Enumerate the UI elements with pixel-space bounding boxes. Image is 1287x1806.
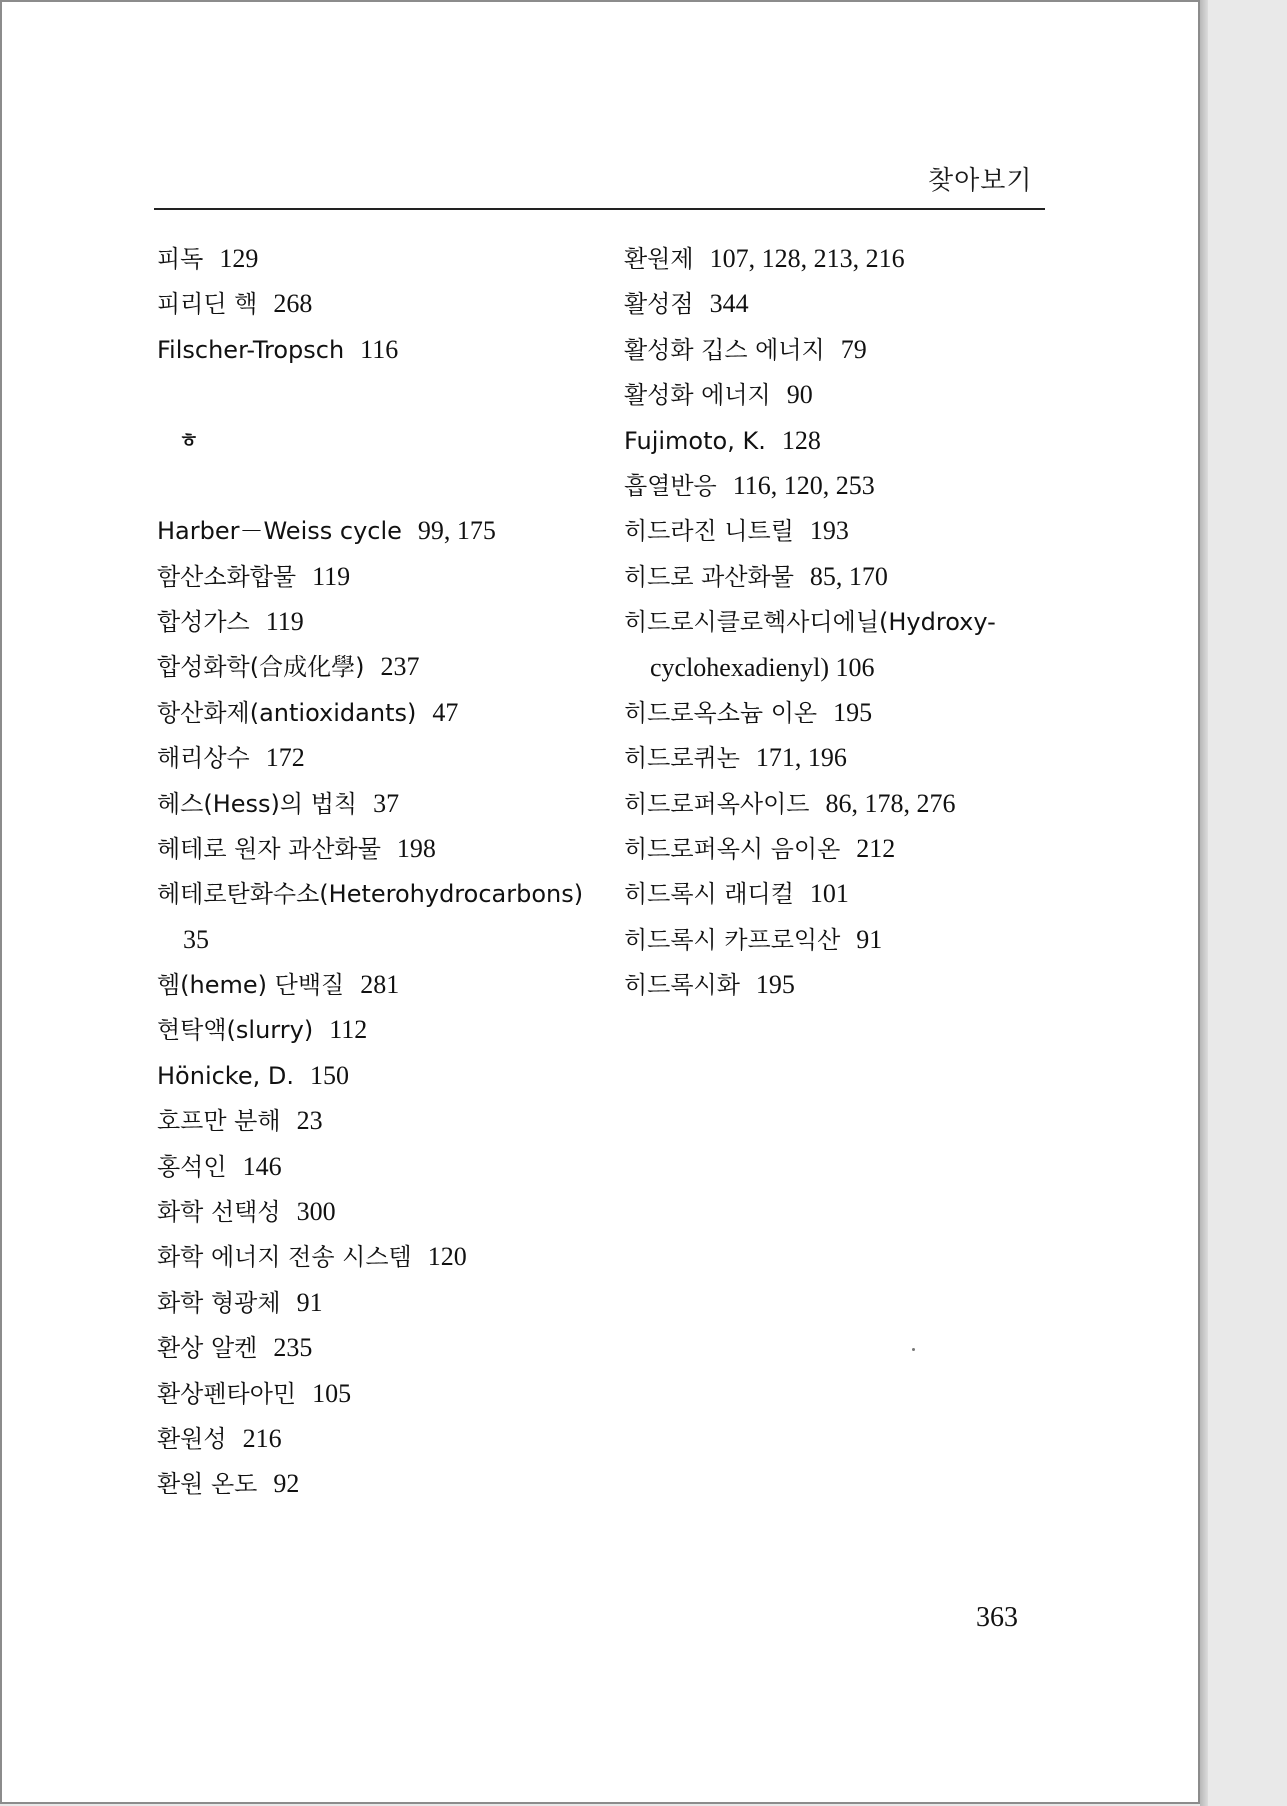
index-term: 히드라진 니트릴 bbox=[624, 517, 794, 546]
index-page-refs: 237 bbox=[380, 652, 420, 682]
index-page-refs: 107, 128, 213, 216 bbox=[709, 244, 905, 273]
index-page-refs: 120 bbox=[427, 1242, 467, 1272]
index-entry bbox=[624, 418, 1074, 463]
running-header: 찾아보기 bbox=[928, 166, 1033, 196]
index-entry bbox=[157, 1053, 597, 1098]
index-term: Harber－Weiss cycle bbox=[157, 517, 402, 546]
index-entry bbox=[157, 281, 597, 326]
index-term: 환원 온도 bbox=[157, 1470, 258, 1499]
index-page-refs: 129 bbox=[219, 244, 259, 273]
index-page-refs: 172 bbox=[265, 743, 305, 773]
index-page-refs: 119 bbox=[265, 606, 304, 636]
index-page-refs: 91 bbox=[296, 1287, 323, 1317]
index-page-refs: 37 bbox=[373, 788, 400, 818]
index-entry bbox=[624, 735, 1074, 780]
index-entry bbox=[624, 372, 1074, 417]
index-page-refs: 23 bbox=[296, 1106, 323, 1136]
index-entry bbox=[157, 871, 597, 916]
index-entry bbox=[157, 735, 597, 780]
index-term: 헴(heme) 단백질 bbox=[157, 971, 345, 1000]
header-rule bbox=[154, 208, 1045, 210]
index-term: 흡열반응 bbox=[624, 471, 717, 500]
index-entry bbox=[157, 554, 597, 599]
index-term: Filscher-Tropsch bbox=[157, 335, 345, 364]
index-page-refs: 344 bbox=[709, 289, 749, 319]
index-entry bbox=[624, 508, 1074, 553]
index-term: 히드로퍼옥시 음이온 bbox=[624, 835, 841, 864]
index-term: 항산화제(antioxidants) bbox=[157, 698, 417, 727]
index-entry bbox=[624, 327, 1074, 372]
index-entry bbox=[157, 1461, 597, 1506]
index-term: 함산소화합물 bbox=[157, 562, 297, 591]
index-page-refs: 212 bbox=[856, 834, 896, 864]
index-page-refs: 105 bbox=[312, 1378, 352, 1408]
index-page-refs: 216 bbox=[242, 1423, 282, 1453]
speck bbox=[912, 1348, 915, 1351]
index-entry bbox=[624, 871, 1074, 916]
index-page-refs: 195 bbox=[833, 697, 873, 727]
index-page-refs: 198 bbox=[396, 833, 436, 863]
page-number: 363 bbox=[976, 1602, 1018, 1633]
index-term: 히드로시클로헥사디에닐(Hydroxy- bbox=[624, 608, 996, 637]
index-page-refs: 119 bbox=[312, 561, 351, 591]
index-page-refs: 281 bbox=[360, 970, 400, 1000]
index-term: 현탁액(slurry) bbox=[157, 1016, 314, 1045]
index-entry bbox=[157, 644, 597, 689]
index-term: 화학 선택성 bbox=[157, 1198, 281, 1227]
index-entry bbox=[157, 1189, 597, 1234]
index-term: 히드로퍼옥사이드 bbox=[624, 789, 810, 818]
index-section-heading: ㅎ bbox=[179, 428, 199, 453]
index-entry bbox=[624, 826, 1074, 871]
page-edge-shadow bbox=[1200, 0, 1208, 1806]
index-entry bbox=[624, 962, 1074, 1007]
index-entry bbox=[624, 917, 1074, 962]
index-page-refs: 193 bbox=[809, 516, 849, 546]
index-column-left bbox=[157, 236, 597, 1507]
index-page-refs: 99, 175 bbox=[417, 516, 496, 546]
index-term: 활성화 에너지 bbox=[624, 381, 771, 410]
index-term: 호프만 분해 bbox=[157, 1107, 281, 1136]
index-page-refs: 112 bbox=[329, 1015, 368, 1045]
index-term: 히드록시 래디컬 bbox=[624, 880, 794, 909]
index-entry bbox=[157, 236, 597, 281]
index-entry bbox=[157, 1098, 597, 1143]
index-entry bbox=[624, 690, 1074, 735]
index-page-refs: 235 bbox=[273, 1333, 313, 1363]
index-entry bbox=[157, 1325, 597, 1370]
index-entry bbox=[157, 781, 597, 826]
index-term: 히드록시 카프로익산 bbox=[624, 925, 841, 954]
index-page-refs: 86, 178, 276 bbox=[825, 788, 956, 818]
index-page-refs: 268 bbox=[273, 289, 313, 319]
index-page-refs: 300 bbox=[296, 1197, 336, 1227]
index-term: 헤테로탄화수소(Heterohydrocarbons) bbox=[157, 880, 584, 909]
index-term: 환상 알켄 bbox=[157, 1334, 258, 1363]
index-entry bbox=[157, 690, 597, 735]
index-column-right bbox=[624, 236, 1074, 1008]
index-entry bbox=[624, 463, 1074, 508]
index-page-refs: 91 bbox=[856, 924, 883, 954]
index-entry bbox=[157, 1371, 597, 1416]
index-entry bbox=[157, 962, 597, 1007]
index-entry bbox=[157, 1007, 597, 1052]
index-term: Hönicke, D. bbox=[157, 1061, 294, 1090]
index-page-refs: 101 bbox=[809, 879, 849, 909]
index-entry bbox=[157, 1234, 597, 1279]
index-page-refs: 146 bbox=[242, 1151, 282, 1181]
index-term: 피독 bbox=[157, 245, 204, 273]
index-entry bbox=[624, 236, 1074, 281]
index-entry bbox=[624, 599, 1074, 644]
index-entry bbox=[624, 781, 1074, 826]
index-term: 화학 에너지 전송 시스템 bbox=[157, 1243, 412, 1272]
index-page-refs: 195 bbox=[755, 970, 795, 1000]
index-term: 합성가스 bbox=[157, 607, 250, 636]
index-term: 히드로퀴논 bbox=[624, 744, 740, 773]
index-entry-continuation: cyclohexadienyl) 106 bbox=[650, 652, 875, 682]
index-term: 해리상수 bbox=[157, 744, 250, 773]
index-term: 활성화 깁스 에너지 bbox=[624, 335, 825, 364]
index-page-refs: 92 bbox=[273, 1469, 300, 1499]
index-term: 합성화학(合成化學) bbox=[157, 653, 365, 682]
index-term: 환상펜타아민 bbox=[157, 1379, 297, 1408]
index-page-refs: 85, 170 bbox=[809, 561, 888, 591]
index-entry bbox=[157, 1144, 597, 1189]
index-entry bbox=[624, 281, 1074, 326]
index-term: 피리딘 핵 bbox=[157, 290, 258, 319]
index-entry bbox=[157, 327, 597, 372]
index-page-refs: 79 bbox=[840, 334, 867, 364]
index-term: 활성점 bbox=[624, 290, 694, 319]
index-term: 헤스(Hess)의 법칙 bbox=[157, 789, 358, 818]
index-entry bbox=[157, 599, 597, 644]
index-page-refs: 116 bbox=[360, 334, 399, 364]
index-entry bbox=[157, 826, 597, 871]
index-page-refs: 47 bbox=[432, 697, 459, 727]
index-term: 홍석인 bbox=[157, 1152, 227, 1181]
index-term: 화학 형광체 bbox=[157, 1288, 281, 1317]
index-term: 히드록시화 bbox=[624, 971, 740, 1000]
index-entry bbox=[157, 1280, 597, 1325]
index-page-refs: 116, 120, 253 bbox=[732, 470, 875, 500]
index-term: 히드로옥소늄 이온 bbox=[624, 698, 818, 727]
index-term: 환원제 bbox=[624, 245, 694, 273]
index-entry bbox=[624, 554, 1074, 599]
index-page-refs: 150 bbox=[309, 1060, 349, 1090]
index-term: 환원성 bbox=[157, 1424, 227, 1453]
index-page-refs: 90 bbox=[786, 380, 813, 410]
index-term: 히드로 과산화물 bbox=[624, 562, 794, 591]
index-entry-continuation: 35 bbox=[183, 924, 209, 954]
index-page-refs: 128 bbox=[781, 425, 821, 455]
index-entry bbox=[157, 508, 597, 553]
index-term: Fujimoto, K. bbox=[624, 426, 766, 455]
index-term: 헤테로 원자 과산화물 bbox=[157, 834, 381, 863]
index-entry bbox=[157, 1416, 597, 1461]
index-page-refs: 171, 196 bbox=[755, 743, 847, 773]
